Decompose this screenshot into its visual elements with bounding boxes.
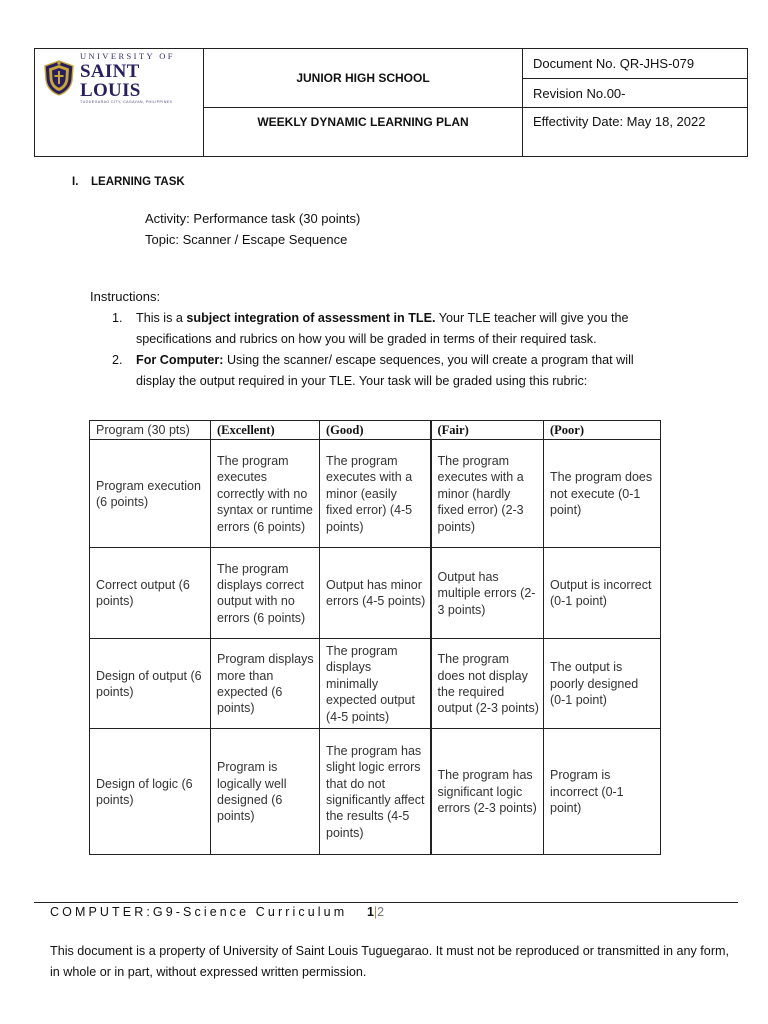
instruction-item bbox=[112, 308, 672, 350]
rubric-cell-fair: The program executes with a minor (hardly fixed error) (2-3 points) bbox=[431, 440, 544, 548]
rubric-cell-fair: Output has multiple errors (2-3 points) bbox=[431, 548, 544, 639]
rubric-cell-excellent: Program is logically well designed (6 points) bbox=[211, 729, 320, 855]
rubric-criterion: Program execution (6 points) bbox=[90, 440, 211, 548]
footer-course-line bbox=[50, 905, 384, 919]
logo-subtitle: TUGUEGARAO CITY, CAGAYAN, PHILIPPINES bbox=[80, 99, 173, 104]
instruction-emphasis: subject integration of assessment in TLE. bbox=[186, 311, 436, 325]
logo-university-of: UNIVERSITY OF bbox=[80, 51, 175, 61]
instruction-number: 2. bbox=[112, 353, 123, 367]
rubric-cell-excellent: The program executes correctly with no syntax or runtime errors (6 points) bbox=[211, 440, 320, 548]
footer-page-total: 2 bbox=[377, 905, 385, 919]
instruction-text: Your TLE teacher will give you the specifications and rubrics on how you will be graded in terms of their required task. bbox=[136, 311, 629, 346]
document-number: Document No. QR-JHS-079 bbox=[523, 49, 748, 79]
university-seal-icon bbox=[43, 60, 75, 96]
rubric-cell-excellent: Program displays more than expected (6 points) bbox=[211, 639, 320, 729]
rubric-row bbox=[90, 729, 661, 855]
rubric-cell-poor: Output is incorrect (0-1 point) bbox=[544, 548, 661, 639]
property-notice: This document is a property of University of Saint Louis Tuguegarao. It must not be reproduced or transmitted in any form, in whole or in part, without expressed written permission. bbox=[50, 944, 729, 979]
logo-name: SAINT LOUIS bbox=[80, 60, 141, 101]
instruction-text: Using the scanner/ escape sequences, you will create a program that will display the output required in your TLE. Your task will be graded using this rubric: bbox=[136, 353, 634, 388]
rubric-cell-good: The program executes with a minor (easily fixed error) (4-5 points) bbox=[320, 440, 431, 548]
activity-line: Activity: Performance task (30 points) bbox=[145, 211, 361, 226]
topic-line: Topic: Scanner / Escape Sequence bbox=[145, 232, 348, 247]
rubric-criterion: Design of logic (6 points) bbox=[90, 729, 211, 855]
rubric-row bbox=[90, 440, 661, 548]
section-title: LEARNING TASK bbox=[91, 176, 185, 188]
effectivity-date: Effectivity Date: May 18, 2022 bbox=[523, 108, 748, 157]
rubric-row bbox=[90, 548, 661, 639]
revision-number: Revision No.00- bbox=[523, 79, 748, 108]
rubric-table bbox=[89, 420, 661, 855]
footer-page-number: 1 bbox=[366, 905, 374, 919]
rubric-cell-good: Output has minor errors (4-5 points) bbox=[320, 548, 431, 639]
rubric-criterion: Correct output (6 points) bbox=[90, 548, 211, 639]
rubric-header-row bbox=[90, 421, 661, 440]
footer-course: COMPUTER:G9-Science Curriculum bbox=[50, 905, 348, 919]
instruction-text: This is a bbox=[136, 311, 187, 325]
section-heading bbox=[72, 176, 185, 188]
instructions-label: Instructions: bbox=[90, 289, 161, 304]
rubric-row bbox=[90, 639, 661, 729]
document-header-table bbox=[34, 48, 748, 157]
rubric-criterion: Design of output (6 points) bbox=[90, 639, 211, 729]
rubric-cell-excellent: The program displays correct output with no errors (6 points) bbox=[211, 548, 320, 639]
university-logo bbox=[35, 49, 203, 104]
rubric-header-excellent: (Excellent) bbox=[211, 421, 320, 440]
section-number: I. bbox=[72, 176, 79, 188]
instruction-number: 1. bbox=[112, 311, 123, 325]
footer-divider bbox=[34, 902, 738, 903]
rubric-header-fair: (Fair) bbox=[431, 421, 544, 440]
instruction-item bbox=[112, 350, 672, 392]
instructions-list bbox=[112, 308, 672, 392]
plan-title: WEEKLY DYNAMIC LEARNING PLAN bbox=[204, 108, 523, 157]
rubric-header-program: Program (30 pts) bbox=[90, 421, 211, 440]
rubric-cell-poor: The program does not execute (0-1 point) bbox=[544, 440, 661, 548]
department-cell: JUNIOR HIGH SCHOOL bbox=[204, 49, 523, 108]
rubric-header-poor: (Poor) bbox=[544, 421, 661, 440]
logo-cell bbox=[35, 49, 204, 157]
rubric-header-good: (Good) bbox=[320, 421, 431, 440]
rubric-cell-good: The program displays minimally expected output (4-5 points) bbox=[320, 639, 431, 729]
rubric-cell-poor: The output is poorly designed (0-1 point) bbox=[544, 639, 661, 729]
rubric-cell-poor: Program is incorrect (0-1 point) bbox=[544, 729, 661, 855]
rubric-cell-fair: The program does not display the required output (2-3 points) bbox=[431, 639, 544, 729]
footer-page-separator: | bbox=[373, 905, 378, 919]
instruction-emphasis: For Computer: bbox=[136, 353, 224, 367]
rubric-cell-good: The program has slight logic errors that do not significantly affect the results (4-5 points) bbox=[320, 729, 431, 855]
rubric-cell-fair: The program has significant logic errors (2-3 points) bbox=[431, 729, 544, 855]
